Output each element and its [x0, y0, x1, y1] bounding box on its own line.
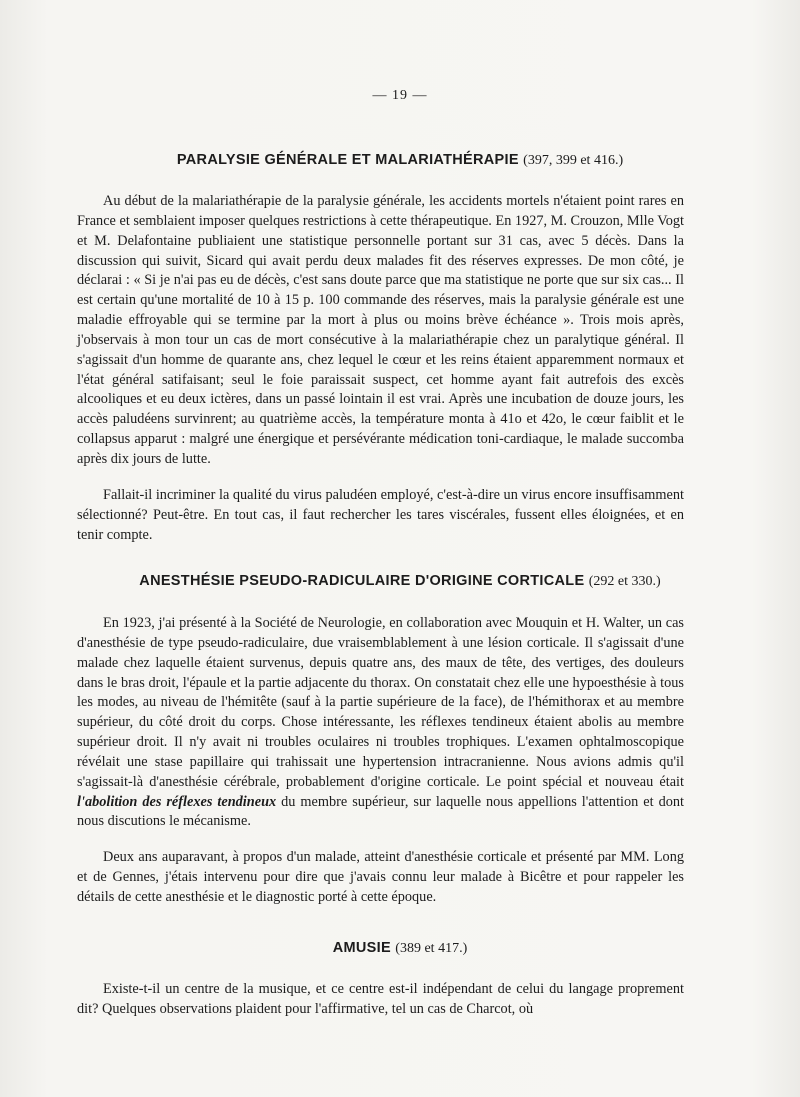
page-number: — 19 — — [372, 88, 428, 103]
section-title-paralysie — [60, 152, 740, 169]
section-title-anesthesie — [60, 573, 740, 590]
paragraph — [77, 614, 684, 832]
italic-phrase: l'abolition des réflexes tendineux — [77, 793, 277, 810]
paragraph-text: du membre supérieur, sur laquelle nous appellions l'attention et dont nous discutions le mécanisme. — [77, 793, 684, 830]
paragraph: Existe-t-il un centre de la musique, et ce centre est-il indépendant de celui du langage proprement dit? Quelques observations plaident pour l'affirmative, tel un cas de Charcot, où — [77, 981, 684, 1017]
paragraph: Au début de la malariathérapie de la paralysie générale, les accidents mortels n'étaient point rares en France et semblaient imposer quelques restrictions à cette thérapeutique. En 1927, M. Crouzon, Mlle Vogt et M. Delafontaine publiaient une statistique personnelle portant sur 31 cas, avec 5 décès. Dans la discussion qui suivit, Sicard qui avait perdu deux malades fit des réserves expresses. De mon côté, je déclarai : « Si je n'ai pas eu de décès, c'est sans doute parce que ma statistique ne porte que sur six cas... Il est certain qu'une mortalité de 10 à 15 p. 100 commande des réserves, mais la paralysie générale est une maladie effroyable qui se termine par la mort à plus ou moins brève échéance ». Trois mois après, j'observais à mon tour un cas de mort consécutive à la malariathérapie chez un paralytique général. Il s'agissait d'un homme de quarante ans, chez lequel le cœur et les reins étaient apparemment normaux et l'état général satifaisant; seul le foie paraissait suspect, cet homme ayant fait autrefois des excès alcooliques et eu deux ictères, dans un passé lointain il est vrai. Après une incubation de douze jours, les accès paludéens survinrent; au quatrième accès, la température monta à 41o et 42o, le cœur faiblit et le collapsus apparut : malgré une énergique et persévérante médication toni-cardiaque, le malade succomba après dix jours de lutte. — [77, 193, 684, 467]
paragraph: Deux ans auparavant, à propos d'un malade, atteint d'anesthésie corticale et présenté par MM. Long et de Gennes, j'étais intervenu pour dire que j'avais connu leur malade à Bicêtre et pour rappeler les détails de cette anesthésie et le diagnostic porté à cette époque. — [77, 849, 684, 905]
paragraph: Fallait-il incriminer la qualité du virus paludéen employé, c'est-à-dire un virus encore insuffisamment sélectionné? Peut-être. En tout cas, il faut rechercher les tares viscérales, fussent elles éloignées, et en tenir compte. — [77, 487, 684, 543]
section-refs: (389 et 417.) — [395, 941, 468, 956]
section-title-text: PARALYSIE GÉNÉRALE ET MALARIATHÉRAPIE — [176, 152, 519, 168]
section-refs: (292 et 330.) — [588, 574, 661, 589]
paragraph-text: En 1923, j'ai présenté à la Société de Neurologie, en collaboration avec Mouquin et H. Walter, un cas d'anesthésie de type pseudo-radiculaire, due vraisemblablement à une lésion corticale. Il s'agissait d'une malade chez laquelle étaient survenus, depuis quatre ans, des maux de tête, des vertiges, des douleurs dans le bras droit, l'épaule et la partie adjacente du thorax. On constatait chez elle une hypoesthésie à tous les modes, au niveau de l'hémitête (sauf à la partie supérieure de la face), de l'hémithorax et au membre supérieur, du côté droit du corps. Chose intéressante, les réflexes tendineux étaient abolis au membre supérieur droit. Il n'y avait ni troubles oculaires ni troubles trophiques. L'examen ophtalmoscopique révélait une stase papillaire qui trahissait une hypertension intracranienne. Nous avions admis qu'il s'agissait-là d'anesthésie cérébrale, probablement d'origine corticale. Le point spécial et nouveau était — [77, 615, 684, 790]
section-refs: (397, 399 et 416.) — [523, 153, 624, 168]
section-title-text: AMUSIE — [332, 940, 391, 956]
section-title-amusie — [60, 940, 740, 957]
section-title-text: ANESTHÉSIE PSEUDO-RADICULAIRE D'ORIGINE CORTICALE — [139, 573, 585, 589]
